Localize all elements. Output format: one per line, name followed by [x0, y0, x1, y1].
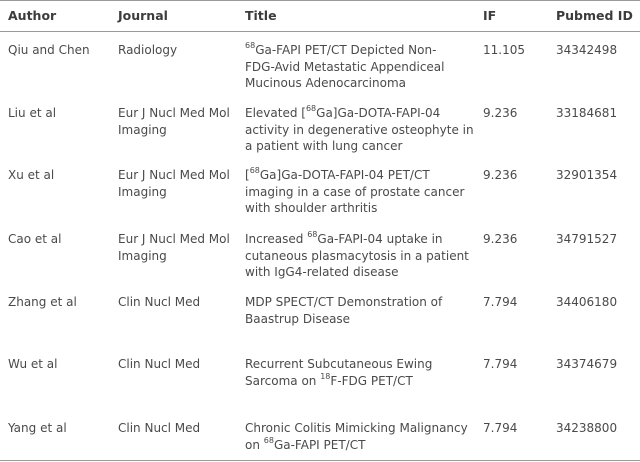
- pubmed-id-cell: 34791527: [556, 232, 618, 246]
- title-cell: [245, 42, 475, 92]
- title-text: Elevated [: [245, 106, 306, 120]
- isotope-superscript: 68: [305, 104, 317, 113]
- title-text: Ga]Ga-DOTA-FAPI-04: [316, 106, 441, 120]
- journal-cell: Clin Nucl Med: [118, 357, 201, 371]
- title-text: a patient with lung cancer: [245, 139, 403, 153]
- header-if: IF: [483, 8, 497, 23]
- title-text: Sarcoma on: [245, 373, 321, 388]
- header-journal: Journal: [118, 8, 168, 23]
- author-cell: Liu et al: [8, 106, 57, 120]
- pubmed-id-cell: 34238800: [556, 421, 618, 435]
- title-cell: [245, 105, 475, 155]
- journal-cell: Eur J Nucl Med Mol Imaging: [118, 168, 230, 199]
- title-text: Ga-FAPI-04 uptake in: [317, 232, 443, 246]
- title-text: F-FDG PET/CT: [330, 373, 413, 388]
- author-cell: Wu et al: [8, 357, 58, 371]
- title-cell: [245, 294, 475, 327]
- journal-cell: Eur J Nucl Med Mol Imaging: [118, 232, 230, 263]
- isotope-superscript: 18: [320, 371, 331, 381]
- title-text: Mucinous Adenocarcinoma: [245, 76, 406, 90]
- impact-factor-cell: 7.794: [483, 295, 518, 309]
- table-header-rule: [0, 31, 640, 32]
- impact-factor-cell: 11.105: [483, 43, 525, 57]
- title-text: FDG-Avid Metastatic Appendiceal: [245, 59, 445, 74]
- impact-factor-cell: 9.236: [483, 232, 518, 246]
- author-cell: Xu et al: [8, 168, 55, 182]
- journal-cell: Radiology: [118, 43, 178, 57]
- header-author: Author: [8, 8, 57, 23]
- title-text: with shoulder arthritis: [245, 201, 378, 215]
- table-header: [0, 0, 640, 32]
- title-cell: [245, 167, 475, 217]
- isotope-superscript: 68: [263, 435, 274, 445]
- author-cell: Cao et al: [8, 232, 62, 246]
- impact-factor-cell: 9.236: [483, 168, 518, 182]
- title-cell: [245, 231, 475, 281]
- header-title: Title: [245, 8, 277, 23]
- impact-factor-cell: 9.236: [483, 106, 518, 120]
- title-text: on: [245, 437, 264, 452]
- author-cell: Yang et al: [8, 421, 67, 435]
- title-text: activity in degenerative osteophyte in: [245, 122, 474, 137]
- header-pubmed-id: Pubmed ID: [556, 8, 633, 23]
- title-text: Chronic Colitis Mimicking Malignancy: [245, 421, 468, 435]
- title-cell: [245, 420, 475, 453]
- pubmed-id-cell: 34374679: [556, 357, 618, 371]
- title-text: [: [245, 168, 250, 182]
- impact-factor-cell: 7.794: [483, 421, 518, 435]
- pubmed-id-cell: 33184681: [556, 106, 618, 120]
- title-text: Ga]Ga-DOTA-FAPI-04 PET/CT: [259, 168, 430, 182]
- title-text: MDP SPECT/CT Demonstration of: [245, 295, 443, 309]
- title-text: cutaneous plasmacytosis in a patient: [245, 248, 469, 263]
- pubmed-id-cell: 34342498: [556, 43, 618, 57]
- journal-cell: Eur J Nucl Med Mol Imaging: [118, 106, 230, 137]
- title-text: with IgG4-related disease: [245, 265, 399, 279]
- pubmed-id-cell: 32901354: [556, 168, 618, 182]
- title-text: Baastrup Disease: [245, 311, 351, 326]
- title-text: Ga-FAPI PET/CT Depicted Non-: [255, 43, 437, 57]
- journal-cell: Clin Nucl Med: [118, 295, 201, 309]
- title-text: imaging in a case of prostate cancer: [245, 184, 465, 199]
- table-bottom-rule: [0, 460, 640, 461]
- author-cell: Qiu and Chen: [8, 43, 90, 57]
- isotope-superscript: 68: [249, 166, 260, 175]
- title-text: Increased: [245, 232, 308, 246]
- title-text: Recurrent Subcutaneous Ewing: [245, 357, 433, 371]
- pubmed-id-cell: 34406180: [556, 295, 618, 309]
- title-text: Ga-FAPI PET/CT: [273, 437, 366, 452]
- author-cell: Zhang et al: [8, 295, 77, 309]
- title-cell: [245, 356, 475, 389]
- isotope-superscript: 68: [245, 41, 256, 50]
- isotope-superscript: 68: [307, 230, 318, 239]
- journal-cell: Clin Nucl Med: [118, 421, 201, 435]
- impact-factor-cell: 7.794: [483, 357, 518, 371]
